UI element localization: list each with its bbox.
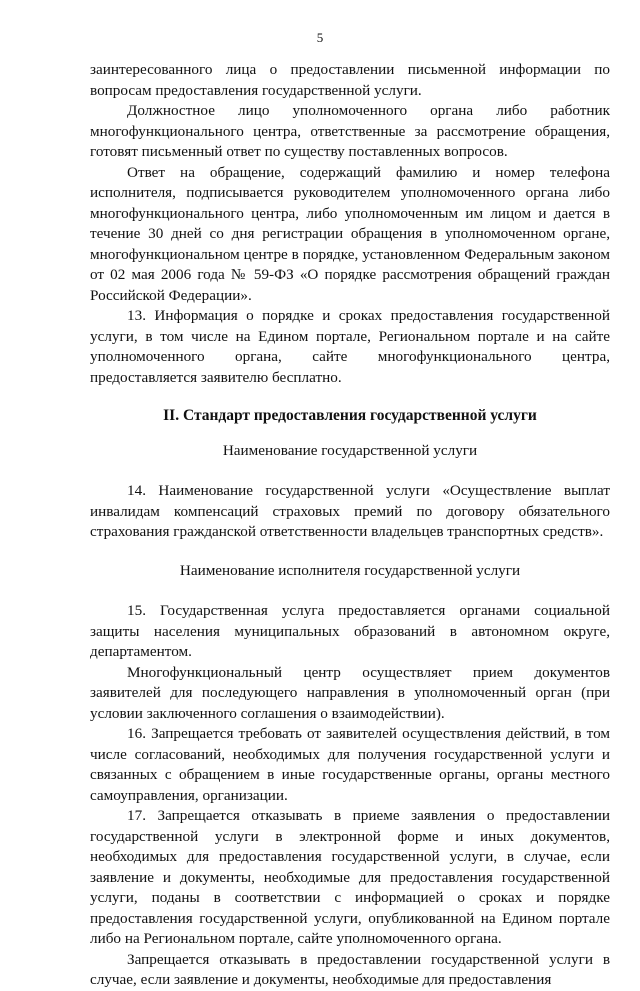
section-title: II. Стандарт предоставления государственной услуги: [163, 407, 537, 424]
paragraph-13: 13. Информация о порядке и сроках предоставления государственной услуги, в том числе на Едином портале, Региональном портале и на сайте уполномоченного органа, сайте многофункционального центра, предоставляется заявителю бесплатно.: [90, 307, 610, 386]
paragraph-14: 14. Наименование государственной услуги «Осуществление выплат инвалидам компенсаций страховых премий по договору обязательного страхования гражданской ответственности владельцев транспортных средств».: [90, 482, 610, 540]
paragraph-refusal: Запрещается отказывать в предоставлении государственной услуги в случае, если заявление и документы, необходимые для предоставления: [90, 950, 610, 988]
paragraph-15: 15. Государственная услуга предоставляется органами социальной защиты населения муниципальных образований в автономном округе, департаментом.: [90, 602, 610, 660]
paragraph-response-terms: Ответ на обращение, содержащий фамилию и номер телефона исполнителя, подписывается руководителем уполномоченного органа либо многофункционального центра, либо уполномоченным им лицом и дается в течение 30 дней со дня регистрации обращения в уполномоченном органе, многофункциональном центре в порядке, установленном Федеральным законом от 02 мая 2006 года № 59-ФЗ «О порядке рассмотрения обращений граждан Российской Федерации».: [90, 163, 610, 304]
heading-service-name: Наименование государственной услуги: [222, 441, 478, 459]
page-number: 5: [316, 30, 324, 45]
paragraph-16: 16. Запрещается требовать от заявителей осуществления действий, в том числе согласований, необходимых для получения государственной услуги и связанных с обращением в иные государственные органы, органы местного самоуправления, организации.: [90, 725, 610, 804]
heading-service-executor: Наименование исполнителя государственной услуги: [179, 561, 521, 579]
paragraph-continuation: заинтересованного лица о предоставлении письменной информации по вопросам предоставления государственной услуги.: [90, 61, 610, 99]
document-body: [90, 60, 610, 991]
paragraph-mfc: Многофункциональный центр осуществляет прием документов заявителей для последующего направления в уполномоченный орган (при условии заключенного соглашения о взаимодействии).: [90, 663, 610, 722]
paragraph-17: 17. Запрещается отказывать в приеме заявления о предоставлении государственной услуги в электронной форме и иных документов, необходимых для предоставления государственной услуги, в случае, если заявление и документы, необходимые для предоставления государственной услуги, поданы в соответствии с информацией о сроках и порядке предоставления государственной услуги, опубликованной на Едином портале либо на Региональном портале, сайте уполномоченного органа.: [90, 807, 610, 947]
paragraph-official-answer: Должностное лицо уполномоченного органа либо работник многофункционального центра, ответственные за рассмотрение обращения, готовят письменный ответ по существу поставленных вопросов.: [90, 102, 610, 160]
